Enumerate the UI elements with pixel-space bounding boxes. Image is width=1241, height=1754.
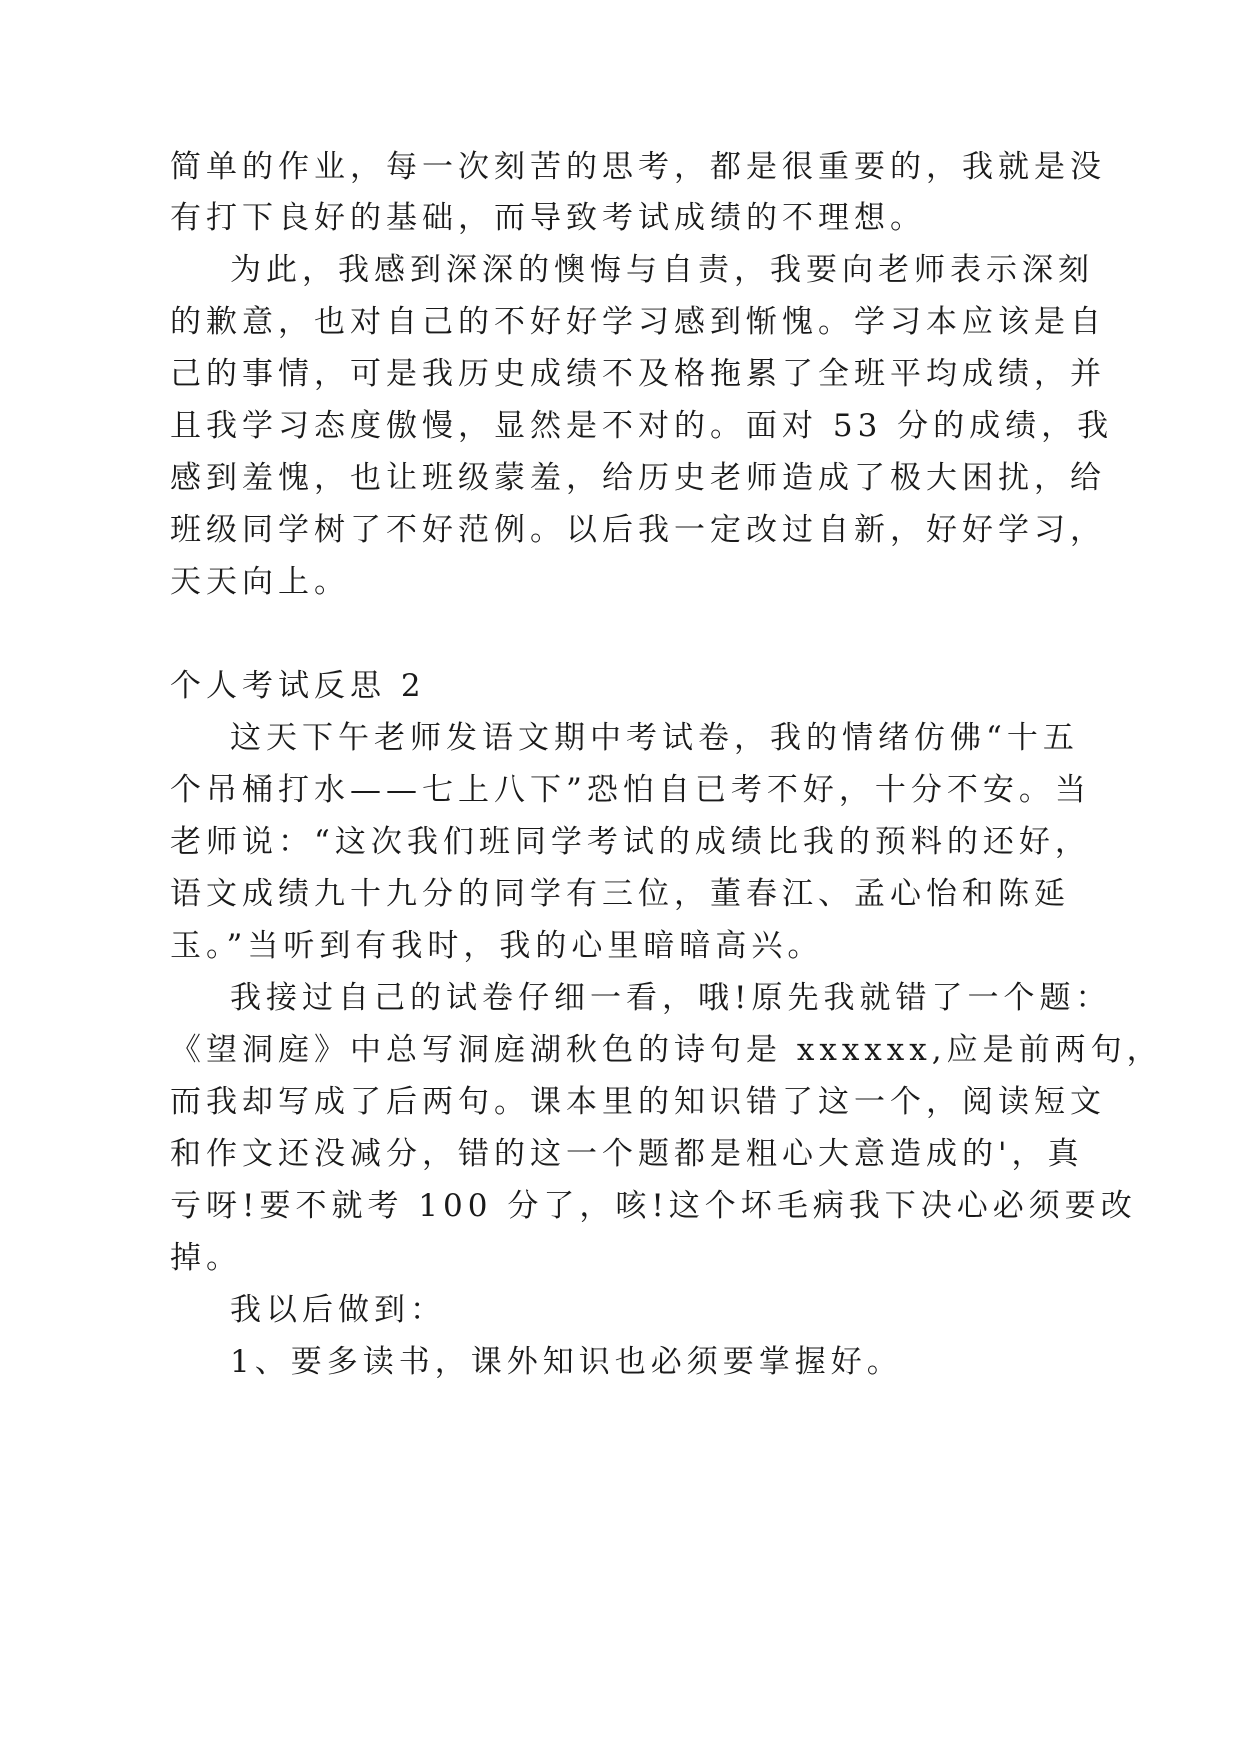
text-line: 己的事情，可是我历史成绩不及格拖累了全班平均成绩，并 <box>170 356 1106 392</box>
text-line: 为此，我感到深深的懊悔与自责，我要向老师表示深刻 <box>230 252 1094 288</box>
text-line: 《望洞庭》中总写洞庭湖秋色的诗句是 xxxxxx,应是前两句， <box>170 1032 1163 1068</box>
text-line: 我接过自己的试卷仔细一看，哦!原先我就错了一个题： <box>230 980 1112 1016</box>
text-line: 班级同学树了不好范例。以后我一定改过自新，好好学习， <box>170 512 1106 548</box>
text-line: 天天向上。 <box>170 564 350 600</box>
text-line: 1、要多读书，课外知识也必须要掌握好。 <box>230 1344 903 1380</box>
text-line: 而我却写成了后两句。课本里的知识错了这一个，阅读短文 <box>170 1084 1106 1120</box>
text-line: 感到羞愧，也让班级蒙羞，给历史老师造成了极大困扰，给 <box>170 460 1106 496</box>
text-line: 有打下良好的基础，而导致考试成绩的不理想。 <box>170 200 926 236</box>
text-line: 个吊桶打水——七上八下”恐怕自已考不好，十分不安。当 <box>170 772 1091 808</box>
text-line: 老师说：“这次我们班同学考试的成绩比我的预料的还好， <box>170 824 1091 860</box>
text-line: 掉。 <box>170 1240 242 1276</box>
text-line: 语文成绩九十九分的同学有三位，董春江、孟心怡和陈延 <box>170 876 1070 912</box>
text-line: 这天下午老师发语文期中考试卷，我的情绪仿佛“十五 <box>230 720 1079 756</box>
text-line: 的歉意，也对自己的不好好学习感到惭愧。学习本应该是自 <box>170 304 1106 340</box>
text-line: 且我学习态度傲慢，显然是不对的。面对 53 分的成绩，我 <box>170 408 1114 444</box>
text-line: 简单的作业，每一次刻苦的思考，都是很重要的，我就是没 <box>170 149 1106 185</box>
section-heading: 个人考试反思 2 <box>170 668 426 704</box>
text-line: 和作文还没减分，错的这一个题都是粗心大意造成的'，真 <box>170 1136 1084 1172</box>
text-line: 亏呀!要不就考 100 分了，咳!这个坏毛病我下决心必须要改 <box>170 1188 1137 1224</box>
text-line: 玉。”当听到有我时，我的心里暗暗高兴。 <box>170 928 824 964</box>
text-line: 我以后做到： <box>230 1292 446 1328</box>
